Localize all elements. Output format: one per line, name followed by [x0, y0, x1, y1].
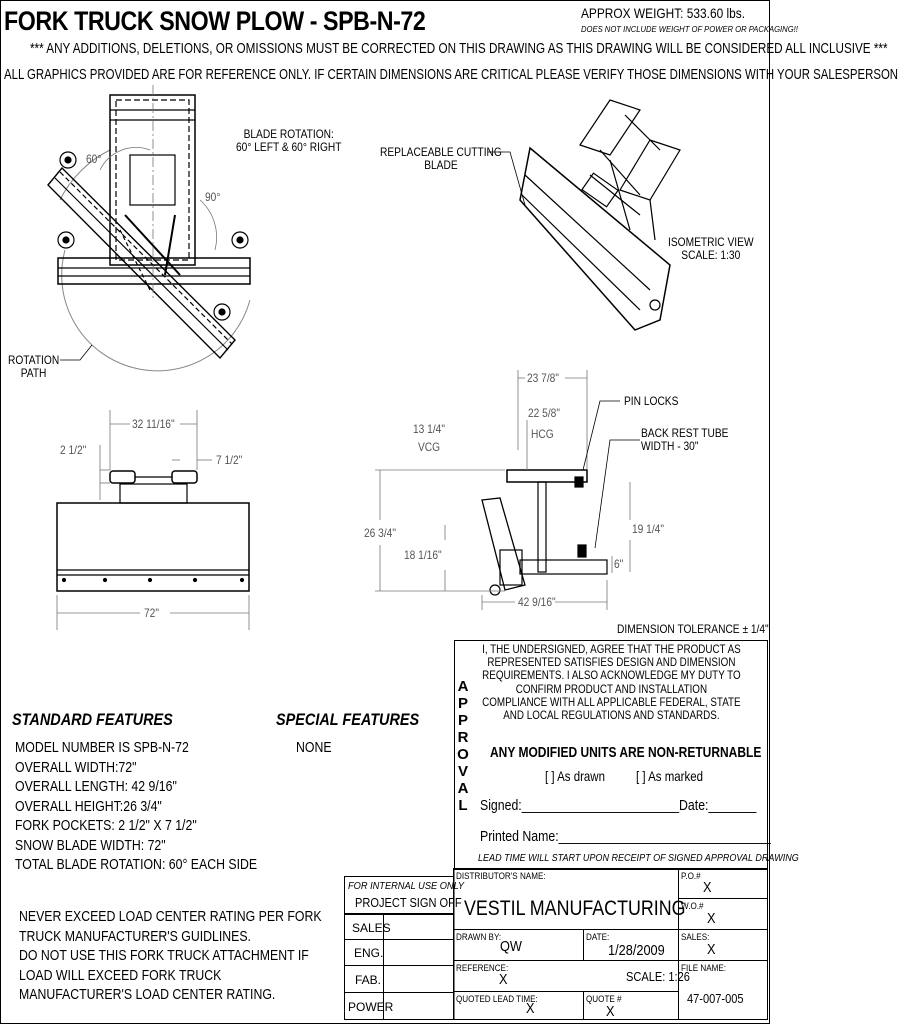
po-value: X — [703, 879, 712, 896]
feature-item: OVERALL LENGTH: 42 9/16" — [15, 778, 177, 795]
approval-letter: A — [457, 780, 469, 797]
feature-item: SNOW BLADE WIDTH: 72" — [15, 836, 166, 854]
back-rest-line1: BACK REST TUBE — [641, 426, 729, 440]
signoff-label: ENG. — [354, 946, 384, 960]
standard-features-heading: STANDARD FEATURES — [12, 710, 173, 729]
hcg-label: HCG — [531, 427, 554, 441]
drawn-by-value: QW — [500, 938, 522, 955]
warning-line: NEVER EXCEED LOAD CENTER RATING PER FORK — [19, 908, 322, 925]
file-name-value: 47-007-005 — [687, 991, 744, 1006]
approval-line: REPRESENTED SATISFIES DESIGN AND DIMENSION — [487, 655, 736, 670]
signoff-label: FAB. — [355, 973, 382, 987]
date-cell — [583, 929, 679, 961]
approval-letter: L — [458, 797, 468, 814]
cutting-blade-line2: BLADE — [424, 158, 458, 172]
signoff-row-fab — [344, 965, 384, 993]
drawing-title: FORK TRUCK SNOW PLOW - SPB-N-72 — [4, 6, 426, 36]
dim-18: 18 1/16" — [404, 548, 442, 562]
signoff-field-sales[interactable] — [383, 914, 454, 940]
dim-19: 19 1/4" — [632, 522, 664, 536]
signoff-row-power — [344, 992, 394, 1020]
signoff-row-eng — [344, 939, 384, 966]
blade-rotation-line1: BLADE ROTATION: — [243, 127, 334, 141]
approval-line: COMPLIANCE WITH ALL APPLICABLE FEDERAL, STATE — [482, 694, 741, 709]
rotation-path-line1: ROTATION — [8, 353, 60, 367]
approval-letter: V — [457, 763, 468, 780]
iso-view-label — [668, 236, 754, 262]
reference-cell — [453, 960, 690, 992]
side-view-drawing — [375, 370, 640, 610]
approval-vertical-label — [454, 678, 472, 814]
signoff-label: POWER — [348, 1000, 394, 1014]
distributor-label: DISTRIBUTOR'S NAME: — [456, 871, 546, 881]
feature-item: TOTAL BLADE ROTATION: 60° EACH SIDE — [15, 856, 258, 873]
approval-line: CONFIRM PRODUCT AND INSTALLATION — [515, 681, 708, 696]
vcg-label: VCG — [418, 440, 441, 454]
approval-statement — [472, 643, 751, 722]
dim-23: 23 7/8" — [527, 371, 559, 385]
quoted-lead-time-cell — [453, 991, 584, 1020]
reference-label: REFERENCE: — [456, 963, 509, 973]
drawn-by-cell — [453, 929, 584, 961]
feature-item: FORK POCKETS: 2 1/2" X 7 1/2" — [15, 817, 197, 834]
sales-label: SALES: — [681, 932, 710, 942]
isometric-view-drawing — [488, 100, 680, 330]
distributor-cell — [453, 868, 686, 930]
signoff-label: SALES — [352, 921, 391, 935]
dim-13: 13 1/4" — [413, 422, 445, 436]
project-signoff-label: PROJECT SIGN OFF — [355, 895, 462, 910]
top-view-drawing — [48, 85, 250, 371]
cutting-blade-line1: REPLACEABLE CUTTING — [380, 145, 502, 159]
special-features-value: NONE — [296, 739, 332, 756]
quoted-lead-time-label: QUOTED LEAD TIME: — [456, 994, 538, 1004]
blade-rotation-line2: 60° LEFT & 60° RIGHT — [236, 140, 342, 154]
signed-date-field[interactable]: Signed:_______________________Date:_______ — [480, 797, 757, 814]
iso-scale-line: SCALE: 1:30 — [681, 248, 741, 262]
sales-cell — [678, 929, 768, 961]
dim-2-5: 2 1/2" — [60, 443, 87, 457]
cutting-blade-label — [380, 146, 502, 172]
approx-weight: APPROX WEIGHT: 533.60 lbs. — [581, 5, 746, 21]
date-value: 1/28/2009 — [608, 942, 665, 959]
po-label: P.O.# — [681, 871, 701, 881]
dim-32: 32 11/16" — [132, 417, 175, 431]
rotation-path-label — [8, 354, 59, 380]
lead-time-note: LEAD TIME WILL START UPON RECEIPT OF SIGNED APPROVAL DRAWING — [478, 852, 799, 864]
iso-view-line1: ISOMETRIC VIEW — [668, 235, 754, 249]
file-name-cell — [678, 960, 768, 1020]
drawn-by-label: DRAWN BY: — [456, 932, 502, 942]
blade-rotation-label — [236, 128, 341, 154]
internal-use-label: FOR INTERNAL USE ONLY — [348, 880, 465, 892]
warning-line: TRUCK MANUFACTURER'S GUIDLINES. — [19, 927, 251, 945]
approval-letter: P — [457, 712, 468, 729]
approval-letter: A — [457, 678, 469, 695]
back-rest-line2: WIDTH - 30" — [641, 439, 699, 453]
approval-letter: P — [457, 695, 468, 712]
dim-22: 22 5/8" — [528, 406, 560, 420]
date-label: DATE: — [586, 932, 610, 942]
as-drawn-checkbox[interactable]: [ ] As drawn — [545, 768, 605, 784]
weight-note: DOES NOT INCLUDE WEIGHT OF POWER OR PACKAGING!! — [581, 24, 798, 34]
dim-6: 6" — [614, 557, 624, 571]
special-features-heading: SPECIAL FEATURES — [276, 710, 420, 729]
signoff-row-sales — [344, 914, 391, 940]
wo-label: W.O.# — [681, 901, 704, 911]
dim-26: 26 3/4" — [364, 526, 396, 540]
quote-number-cell — [583, 991, 679, 1020]
back-rest-label — [641, 427, 728, 453]
scale-value: SCALE: 1:26 — [626, 969, 690, 984]
dim-72: 72" — [144, 606, 159, 620]
notice-line-2: ALL GRAPHICS PROVIDED ARE FOR REFERENCE ONLY. IF CERTAIN DIMENSIONS ARE CRITICAL PLEASE VERIFY THOSE DIMENSIONS WITH YOUR SALESPERSON — [4, 66, 898, 83]
warning-line: DO NOT USE THIS FORK TRUCK ATTACHMENT IF — [19, 947, 309, 964]
file-name-label: FILE NAME: — [681, 963, 727, 973]
approval-line: I, THE UNDERSIGNED, AGREE THAT THE PRODUCT AS — [482, 642, 741, 656]
dim-42: 42 9/16" — [518, 595, 556, 609]
notice-line-1: *** ANY ADDITIONS, DELETIONS, OR OMISSIONS MUST BE CORRECTED ON THIS DRAWING AS THIS DRAWING WILL BE CONSIDERED ALL INCLUSIVE *** — [30, 40, 888, 57]
non-returnable-notice: ANY MODIFIED UNITS ARE NON-RETURNABLE — [490, 744, 762, 761]
approval-line: REQUIREMENTS. I ALSO ACKNOWLEDGE MY DUTY TO — [482, 668, 741, 683]
angle-60-label: 60° — [86, 152, 102, 166]
as-marked-checkbox[interactable]: [ ] As marked — [636, 768, 703, 784]
quote-number-value: X — [606, 1003, 615, 1020]
dimension-tolerance: DIMENSION TOLERANCE ± 1/4" — [617, 622, 769, 636]
feature-item: OVERALL WIDTH:72" — [15, 758, 137, 776]
load-warning — [19, 907, 322, 1005]
quote-number-label: QUOTE # — [586, 994, 622, 1004]
distributor-name: VESTIL MANUFACTURING — [464, 897, 686, 920]
signoff-header — [344, 876, 465, 914]
pin-locks-label: PIN LOCKS — [624, 394, 679, 408]
feature-item: MODEL NUMBER IS SPB-N-72 — [15, 739, 189, 756]
signoff-field-eng[interactable] — [383, 939, 454, 966]
approval-line: AND LOCAL REGULATIONS AND STANDARDS. — [503, 708, 720, 723]
warning-line: MANUFACTURER'S LOAD CENTER RATING. — [19, 986, 276, 1003]
angle-90-label: 90° — [205, 190, 221, 204]
approval-letter: O — [457, 746, 469, 763]
wo-cell — [678, 898, 768, 930]
sales-value: X — [707, 941, 716, 958]
po-cell — [678, 868, 768, 899]
signoff-field-power[interactable] — [383, 992, 454, 1020]
printed-name-field[interactable]: Printed Name:_______________________________ — [480, 828, 771, 845]
wo-value: X — [707, 910, 716, 927]
warning-line: LOAD WILL EXCEED FORK TRUCK — [19, 966, 222, 984]
rotation-path-line2: PATH — [20, 366, 47, 380]
signoff-field-fab[interactable] — [383, 965, 454, 993]
standard-features-list — [15, 738, 257, 875]
feature-item: OVERALL HEIGHT:26 3/4" — [15, 797, 162, 815]
reference-value: X — [499, 971, 508, 988]
approval-letter: R — [457, 729, 469, 746]
dim-7-5: 7 1/2" — [216, 453, 243, 467]
quoted-lead-time-value: X — [526, 1000, 535, 1017]
